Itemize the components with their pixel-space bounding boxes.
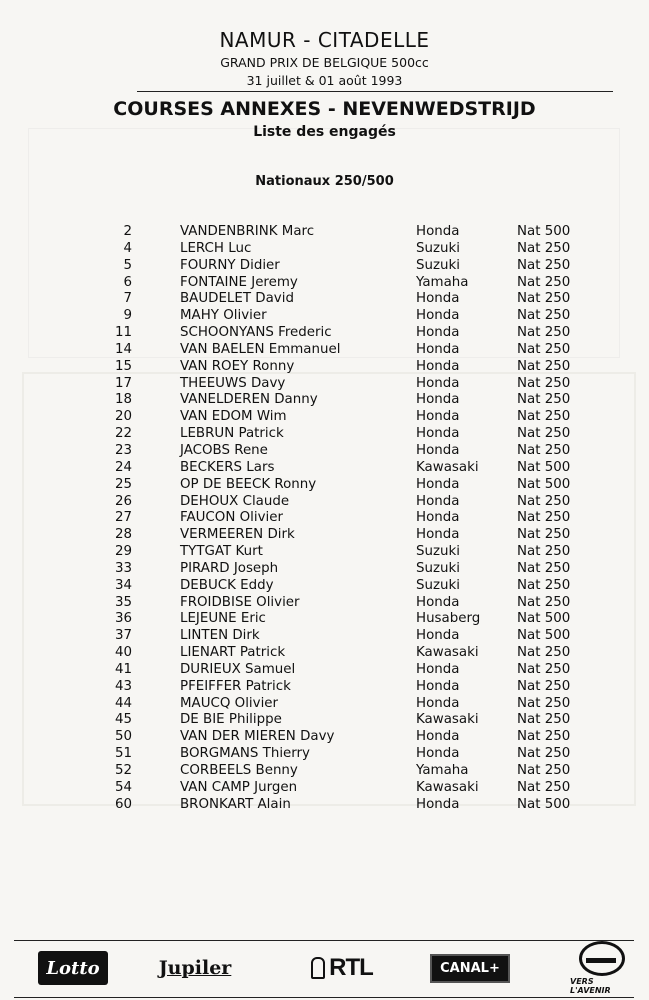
canal-plus-logo — [428, 951, 512, 985]
entry-class: Nat 250 — [517, 695, 571, 711]
entry-row — [0, 746, 649, 763]
entry-make: Honda — [416, 409, 460, 425]
entry-make: Honda — [416, 678, 460, 694]
event-title: NAMUR - CITADELLE — [219, 28, 430, 52]
entry-row — [0, 376, 649, 393]
entry-class: Nat 250 — [517, 510, 571, 526]
entry-class: Nat 250 — [517, 560, 571, 576]
entry-row — [0, 510, 649, 527]
jupiler-logo — [154, 951, 236, 985]
entry-row — [0, 325, 649, 342]
entry-row — [0, 527, 649, 544]
entry-class: Nat 250 — [517, 274, 571, 290]
entry-class: Nat 250 — [517, 240, 571, 256]
entry-rider: VERMEEREN Dirk — [180, 527, 295, 543]
entry-class: Nat 250 — [517, 746, 571, 762]
entry-make: Honda — [416, 291, 460, 307]
entry-class: Nat 250 — [517, 308, 571, 324]
entry-row — [0, 645, 649, 662]
entry-make: Suzuki — [416, 560, 460, 576]
entry-rider: FAUCON Olivier — [180, 510, 283, 526]
entry-rider: BECKERS Lars — [180, 459, 275, 475]
entry-number: 18 — [114, 392, 132, 408]
entry-row — [0, 763, 649, 780]
entry-row — [0, 258, 649, 275]
entry-row — [0, 426, 649, 443]
entry-rider: DEHOUX Claude — [180, 493, 290, 509]
entry-rider: LEJEUNE Eric — [180, 611, 266, 627]
lotto-logo — [38, 951, 108, 985]
entry-class: Nat 250 — [517, 358, 571, 374]
entry-make: Kawasaki — [416, 779, 479, 795]
entry-number: 9 — [123, 308, 132, 324]
entry-rider: VAN BAELEN Emmanuel — [180, 341, 341, 357]
entry-class: Nat 250 — [517, 409, 571, 425]
entry-class: Nat 250 — [517, 426, 571, 442]
entry-class: Nat 250 — [517, 375, 571, 391]
entry-number: 2 — [123, 224, 132, 239]
entry-number: 28 — [114, 527, 132, 543]
entry-rider: VANDENBRINK Marc — [180, 224, 315, 239]
entry-make: Honda — [416, 510, 460, 526]
entry-number: 22 — [114, 426, 132, 442]
entry-row — [0, 291, 649, 308]
entry-rider: DE BIE Philippe — [180, 712, 282, 728]
entry-row — [0, 460, 649, 477]
entry-number: 14 — [114, 341, 132, 357]
entry-make: Honda — [416, 695, 460, 711]
entry-number: 4 — [123, 240, 132, 256]
entry-rider: MAUCQ Olivier — [180, 695, 279, 711]
entry-class: Nat 250 — [517, 763, 571, 778]
entry-rider: FOURNY Didier — [180, 257, 280, 273]
entry-make: Honda — [416, 594, 460, 610]
bulb-icon — [311, 957, 325, 979]
entry-make: Honda — [416, 476, 460, 492]
entry-row — [0, 578, 649, 595]
entry-rider: DEBUCK Eddy — [180, 577, 274, 593]
entry-rider: PIRARD Joseph — [180, 560, 279, 576]
entry-rider: CORBEELS Benny — [180, 763, 298, 778]
entry-rider: TYTGAT Kurt — [180, 544, 263, 560]
entry-rider: DURIEUX Samuel — [180, 661, 296, 677]
entry-row — [0, 797, 649, 814]
entry-make: Honda — [416, 308, 460, 324]
entry-row — [0, 561, 649, 578]
entry-number: 17 — [114, 375, 132, 391]
entry-class: Nat 250 — [517, 712, 571, 728]
entry-make: Honda — [416, 746, 460, 762]
entry-row — [0, 241, 649, 258]
entry-class: Nat 500 — [517, 224, 571, 239]
entry-number: 34 — [114, 577, 132, 593]
entry-make: Honda — [416, 729, 460, 745]
entry-make: Kawasaki — [416, 712, 479, 728]
entry-rider: LINTEN Dirk — [180, 628, 260, 644]
entry-row — [0, 359, 649, 376]
entry-number: 50 — [114, 729, 132, 745]
rtl-logo-text: RTL — [329, 954, 373, 981]
entry-number: 44 — [114, 695, 132, 711]
entry-row — [0, 780, 649, 797]
entry-class: Nat 500 — [517, 796, 571, 812]
entry-make: Yamaha — [416, 274, 469, 290]
entry-number: 26 — [114, 493, 132, 509]
entry-make: Honda — [416, 224, 460, 239]
entry-class: Nat 250 — [517, 779, 571, 795]
jupiler-logo-text: Jupiler — [158, 957, 232, 979]
entry-make: Honda — [416, 442, 460, 458]
entry-rider: SCHOONYANS Frederic — [180, 325, 332, 341]
entry-row — [0, 477, 649, 494]
event-subtitle: GRAND PRIX DE BELGIQUE 500cc — [220, 55, 429, 70]
entry-make: Honda — [416, 527, 460, 543]
entry-rider: FONTAINE Jeremy — [180, 274, 298, 290]
entry-class: Nat 250 — [517, 678, 571, 694]
entry-make: Honda — [416, 628, 460, 644]
entry-number: 45 — [114, 712, 132, 728]
entry-make: Honda — [416, 493, 460, 509]
entry-make: Kawasaki — [416, 459, 479, 475]
entry-rider: BAUDELET David — [180, 291, 294, 307]
entry-rider: BORGMANS Thierry — [180, 746, 310, 762]
entry-class: Nat 250 — [517, 291, 571, 307]
entry-rider: VAN DER MIEREN Davy — [180, 729, 335, 745]
entry-make: Suzuki — [416, 257, 460, 273]
entry-make: Honda — [416, 375, 460, 391]
entry-number: 27 — [114, 510, 132, 526]
entry-row — [0, 342, 649, 359]
entry-make: Kawasaki — [416, 645, 479, 661]
entry-class: Nat 250 — [517, 527, 571, 543]
entry-number: 37 — [114, 628, 132, 644]
entry-row — [0, 595, 649, 612]
entry-rider: MAHY Olivier — [180, 308, 267, 324]
entry-row — [0, 712, 649, 729]
entry-row — [0, 409, 649, 426]
entry-number: 20 — [114, 409, 132, 425]
entry-make: Honda — [416, 325, 460, 341]
entry-number: 24 — [114, 459, 132, 475]
entry-number: 51 — [114, 746, 132, 762]
entry-number: 33 — [114, 560, 132, 576]
entry-class: Nat 250 — [517, 661, 571, 677]
entry-number: 5 — [123, 257, 132, 273]
entry-class: Nat 250 — [517, 392, 571, 408]
entry-make: Suzuki — [416, 544, 460, 560]
entry-make: Honda — [416, 661, 460, 677]
entry-rider: LEBRUN Patrick — [180, 426, 284, 442]
entry-rider: BRONKART Alain — [180, 796, 291, 812]
entry-number: 41 — [114, 661, 132, 677]
rtl-logo — [302, 951, 382, 985]
entry-rider: VAN ROEY Ronny — [180, 358, 295, 374]
entry-make: Suzuki — [416, 240, 460, 256]
entry-number: 15 — [114, 358, 132, 374]
entry-make: Honda — [416, 392, 460, 408]
entry-make: Honda — [416, 358, 460, 374]
entry-rider: OP DE BEECK Ronny — [180, 476, 317, 492]
entry-number: 29 — [114, 544, 132, 560]
entry-rider: FROIDBISE Olivier — [180, 594, 300, 610]
vers-lavenir-logo-text: VERS L'AVENIR — [570, 977, 611, 995]
event-dates: 31 juillet & 01 août 1993 — [246, 73, 403, 88]
entry-make: Honda — [416, 426, 460, 442]
entry-class: Nat 250 — [517, 729, 571, 745]
entry-number: 43 — [114, 678, 132, 694]
section-title: COURSES ANNEXES - NEVENWEDSTRIJD — [113, 98, 536, 120]
entry-row — [0, 275, 649, 292]
entry-number: 7 — [123, 291, 132, 307]
entry-rider: PFEIFFER Patrick — [180, 678, 291, 694]
header-divider — [137, 91, 613, 92]
entry-class: Nat 250 — [517, 442, 571, 458]
entry-rider: VAN EDOM Wim — [180, 409, 287, 425]
entry-number: 11 — [114, 325, 132, 341]
entry-class: Nat 250 — [517, 493, 571, 509]
entry-row — [0, 628, 649, 645]
entry-class: Nat 500 — [517, 459, 571, 475]
entry-make: Suzuki — [416, 577, 460, 593]
entry-make: Husaberg — [416, 611, 481, 627]
lotto-logo-text: Lotto — [46, 957, 100, 979]
entry-rider: LERCH Luc — [180, 240, 252, 256]
entry-class: Nat 250 — [517, 325, 571, 341]
entry-number: 35 — [114, 594, 132, 610]
entry-class: Nat 250 — [517, 594, 571, 610]
entry-number: 23 — [114, 442, 132, 458]
list-title: Liste des engagés — [253, 124, 396, 140]
entry-row — [0, 662, 649, 679]
entry-row — [0, 729, 649, 746]
entry-number: 36 — [114, 611, 132, 627]
entry-class: Nat 250 — [517, 645, 571, 661]
entry-number: 52 — [114, 763, 132, 778]
entry-rider: THEEUWS Davy — [180, 375, 286, 391]
globe-icon — [579, 941, 625, 976]
entry-row — [0, 544, 649, 561]
entry-row — [0, 224, 649, 241]
entry-class: Nat 500 — [517, 628, 571, 644]
entry-class: Nat 250 — [517, 577, 571, 593]
category-title: Nationaux 250/500 — [255, 174, 394, 189]
entry-rider: VANELDEREN Danny — [180, 392, 318, 408]
entry-class: Nat 250 — [517, 544, 571, 560]
sponsor-bar — [14, 940, 634, 998]
entry-row — [0, 494, 649, 511]
entry-rider: LIENART Patrick — [180, 645, 286, 661]
entry-row — [0, 611, 649, 628]
entry-class: Nat 250 — [517, 257, 571, 273]
entry-list — [0, 224, 649, 814]
entry-row — [0, 696, 649, 713]
entry-class: Nat 500 — [517, 611, 571, 627]
canal-plus-logo-text: CANAL+ — [430, 954, 510, 983]
vers-lavenir-logo — [570, 941, 634, 995]
entry-number: 6 — [123, 274, 132, 290]
entry-row — [0, 443, 649, 460]
entry-number: 25 — [114, 476, 132, 492]
entry-number: 40 — [114, 645, 132, 661]
entry-make: Honda — [416, 341, 460, 357]
entry-class: Nat 250 — [517, 341, 571, 357]
entry-rider: JACOBS Rene — [180, 442, 268, 458]
entry-rider: VAN CAMP Jurgen — [180, 779, 298, 795]
entry-number: 54 — [114, 779, 132, 795]
entry-class: Nat 500 — [517, 476, 571, 492]
entry-number: 60 — [114, 796, 132, 812]
entry-make: Yamaha — [416, 763, 469, 778]
entry-row — [0, 392, 649, 409]
entry-row — [0, 679, 649, 696]
entry-make: Honda — [416, 796, 460, 812]
entry-row — [0, 308, 649, 325]
